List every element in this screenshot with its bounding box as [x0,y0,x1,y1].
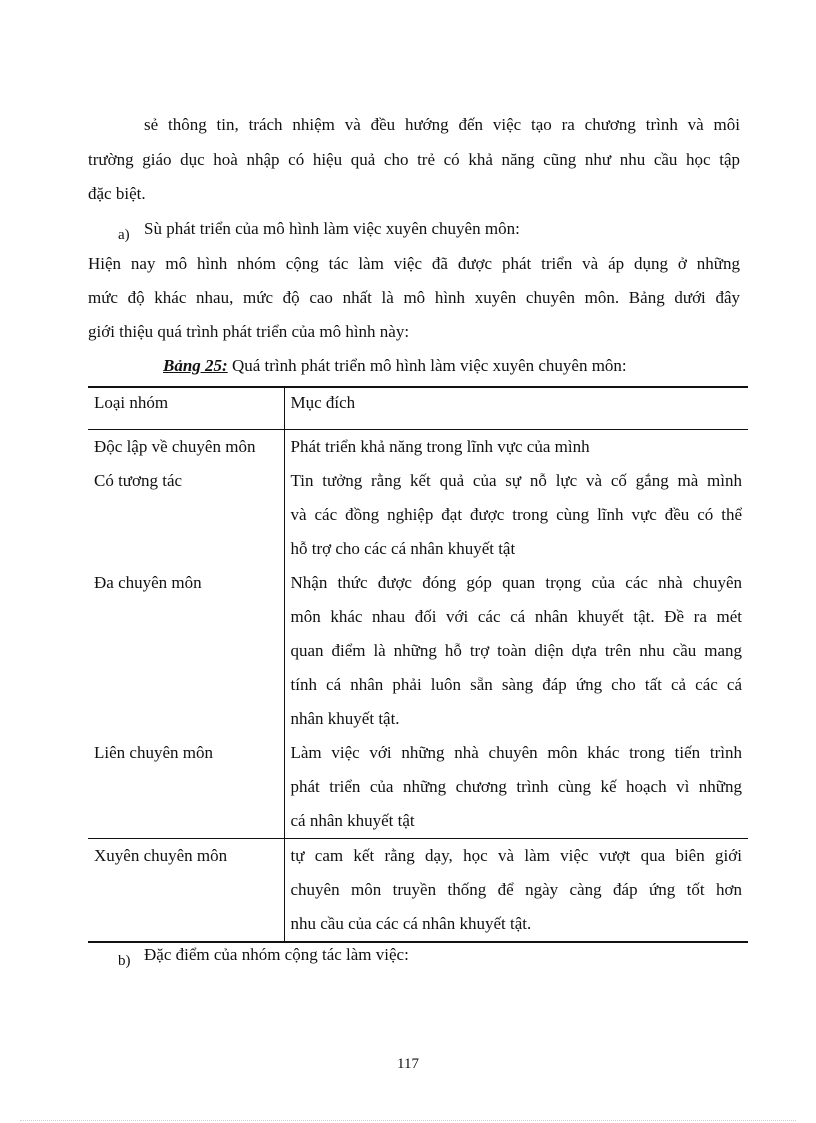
purpose-line: chuyên môn truyền thống để ngày càng đáp ứng tốt hơn [290,880,742,899]
purpose-line: và các đồng nghiệp đạt được trong cùng lĩnh vực đều có thể [290,505,742,524]
purpose-line: Nhận thức được đóng góp quan trọng của các nhà chuyên [290,573,742,592]
table-caption-text: Quá trình phát triển mô hình làm việc xuyên chuyên môn: [227,356,627,375]
table-row [88,839,748,943]
row-group-type: Đa chuyên môn [88,566,284,736]
row-group-type: Độc lập về chuyên môn [88,430,284,465]
page-number: 117 [397,1056,419,1072]
row-group-type: Xuyên chuyên môn [88,839,284,943]
table-row [88,736,748,839]
table-row [88,566,748,736]
purpose-line: Tin tưởng rằng kết quả của sự nỗ lực và cố gắng mà mình [290,471,742,490]
purpose-line: nhu cầu của các cá nhân khuyết tật. [290,914,532,933]
purpose-table [88,386,748,943]
purpose-line: nhân khuyết tật. [290,709,400,728]
intro-line-2: trường giáo dục hoà nhập có hiệu quả cho trẻ có khả năng cũng như nhu cầu học tập [88,150,740,169]
purpose-line: hỗ trợ cho các cá nhân khuyết tật [290,539,516,558]
header-purpose: Mục đích [284,387,748,430]
purpose-line: môn khác nhau đối với các cá nhân khuyết tật. Đề ra mét [290,607,742,626]
row-purpose [284,839,748,943]
row-purpose [284,566,748,736]
table-header-row [88,387,748,430]
section-a-para-line-2: mức độ khác nhau, mức độ cao nhất là mô hình xuyên chuyên môn. Bảng dưới đây [88,288,740,307]
purpose-line: phát triển của những chương trình cùng kế hoạch vì những [290,777,742,796]
row-purpose [284,736,748,839]
table-caption-label: Bảng 25: [163,356,228,375]
header-group-type: Loại nhóm [88,387,284,430]
intro-line-3: đặc biệt. [88,184,146,203]
table-caption [163,355,627,377]
row-group-type: Liên chuyên môn [88,736,284,839]
page-edge-divider [20,1120,796,1121]
section-a-para-line-1: Hiện nay mô hình nhóm cộng tác làm việc đã được phát triển và áp dụng ở những [88,254,740,273]
purpose-line: quan điểm là những hỗ trợ toàn diện dựa trên nhu cầu mang [290,641,742,660]
section-a-para-line-3: giới thiệu quá trình phát triển của mô hình này: [88,322,410,341]
row-group-type: Có tương tác [88,464,284,566]
intro-line-1: sẻ thông tin, trách nhiệm và đều hướng đến việc tạo ra chương trình và môi [144,115,740,134]
table-row [88,464,748,566]
section-a-marker: a) [118,227,130,243]
purpose-line: tự cam kết rằng dạy, học và làm việc vượt qua biên giới [290,846,742,865]
purpose-line: Làm việc với những nhà chuyên môn khác trong tiến trình [290,743,742,762]
purpose-line: cá nhân khuyết tật [290,811,415,830]
table-row [88,430,748,465]
section-b-marker: b) [118,953,131,969]
row-purpose [284,464,748,566]
section-a-heading: Sù phát triển của mô hình làm việc xuyên chuyên môn: [144,219,520,238]
section-b-heading: Đặc điểm của nhóm cộng tác làm việc: [144,945,409,964]
purpose-line: tính cá nhân phải luôn sẵn sàng đáp ứng cho tất cả các cá [290,675,742,694]
purpose-line: Phát triển khả năng trong lĩnh vực của mình [290,437,590,456]
row-purpose [284,430,748,465]
